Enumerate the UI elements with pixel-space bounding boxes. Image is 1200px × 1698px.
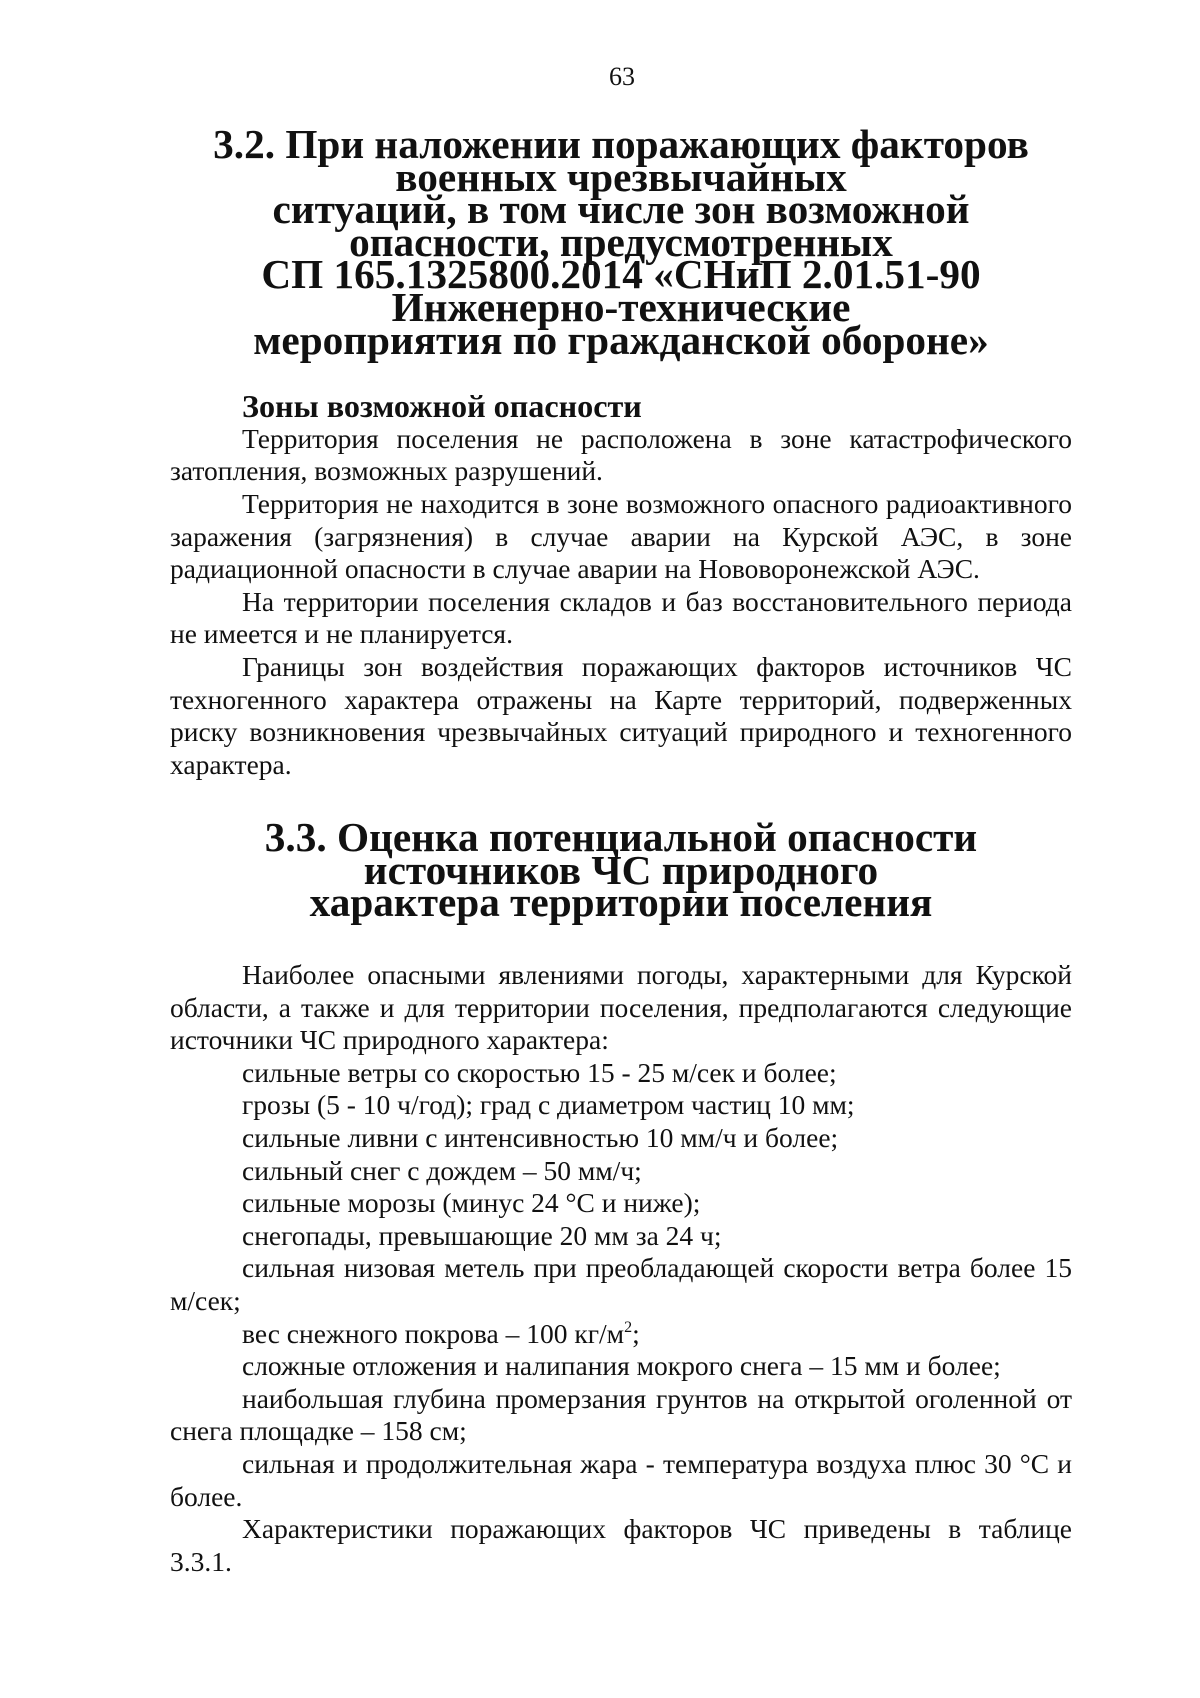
heading-line: 3.2. При наложении поражающих факторов военных чрезвычайных bbox=[213, 121, 1029, 200]
paragraph: Территория поселения не расположена в зоне катастрофического затопления, возможных разрушений. bbox=[170, 422, 1072, 487]
hazard-item: наибольшая глубина промерзания грунтов на открытой оголенной от снега площадке – 158 см; bbox=[170, 1382, 1072, 1447]
snow-weight-text: вес снежного покрова – 100 кг/м bbox=[242, 1317, 625, 1349]
hazard-item: сильный снег с дождем – 50 мм/ч; bbox=[242, 1154, 642, 1186]
heading-line: характера территории поселения bbox=[309, 879, 933, 926]
hazard-item-snow-weight bbox=[170, 1318, 1072, 1351]
closing-paragraph: Характеристики поражающих факторов ЧС приведены в таблице 3.3.1. bbox=[170, 1513, 1072, 1577]
heading-line: ситуаций, в том числе зон возможной опасности, предусмотренных bbox=[272, 186, 970, 265]
heading-line: 3.3. Оценка потенциальной опасности источников ЧС природного bbox=[264, 814, 978, 893]
hazard-item: сильная и продолжительная жара - температура воздуха плюс 30 °С и более. bbox=[170, 1447, 1072, 1512]
hazard-item: сложные отложения и налипания мокрого снега – 15 мм и более; bbox=[242, 1350, 1001, 1382]
hazard-item: снегопады, превышающие 20 мм за 24 ч; bbox=[242, 1219, 722, 1251]
heading-line: СП 165.1325800.2014 «СНиП 2.01.51-90 Инженерно-технические bbox=[261, 251, 981, 330]
paragraph: Территория не находится в зоне возможного опасного радиоактивного заражения (загрязнения) в случае аварии на Курской АЭС, в зоне радиационной опасности в случае аварии на Нововоронежской АЭС. bbox=[170, 487, 1072, 585]
snow-weight-suffix: ; bbox=[632, 1317, 640, 1349]
page-number: 63 bbox=[609, 62, 635, 91]
hazard-item: сильные морозы (минус 24 °С и ниже); bbox=[242, 1187, 701, 1219]
intro-paragraph: Наиболее опасными явлениями погоды, характерными для Курской области, а также и для территории поселения, предполагаются следующие источники ЧС природного характера: bbox=[170, 959, 1072, 1056]
hazard-item: грозы (5 - 10 ч/год); град с диаметром частиц 10 мм; bbox=[242, 1089, 855, 1121]
section-3-2-heading bbox=[170, 121, 1072, 363]
heading-line: мероприятия по гражданской обороне» bbox=[253, 316, 989, 363]
zones-subheading: Зоны возможной опасности bbox=[242, 388, 642, 425]
page-content bbox=[170, 121, 1072, 1578]
paragraph: Границы зон воздействия поражающих факторов источников ЧС техногенного характера отражены на Карте территорий, подверженных риску возникновения чрезвычайных ситуаций природного и техногенного характера. bbox=[170, 650, 1072, 780]
superscript: 2 bbox=[624, 1318, 633, 1336]
hazard-item: сильная низовая метель при преобладающей скорости ветра более 15 м/сек; bbox=[170, 1252, 1072, 1316]
paragraph: На территории поселения складов и баз восстановительного периода не имеется и не планируется. bbox=[170, 585, 1072, 650]
hazard-item: сильные ливни с интенсивностью 10 мм/ч и более; bbox=[242, 1122, 839, 1154]
section-3-3-heading bbox=[170, 814, 1072, 926]
hazard-item: сильные ветры со скоростью 15 - 25 м/сек и более; bbox=[242, 1056, 837, 1088]
